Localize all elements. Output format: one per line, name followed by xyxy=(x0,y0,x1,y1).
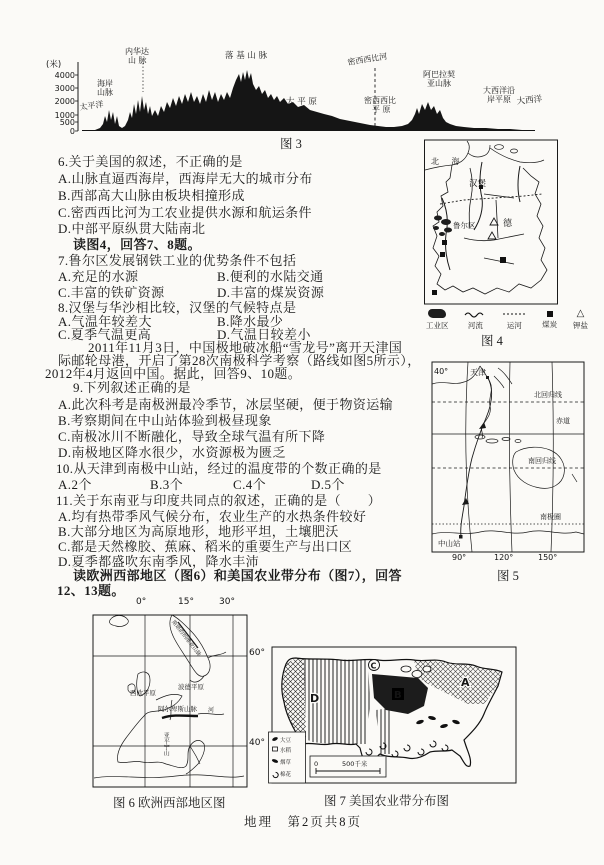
intro-9-10-line2: 际邮轮母港，开启了第28次南极科学考察（路线如图5所示）， xyxy=(58,353,421,368)
intro-9-10-line3: 2012年4月返回中国。据此，回答9、10题。 xyxy=(45,366,302,381)
terrain-profile-figure xyxy=(40,46,555,141)
lon-90-label: 90° xyxy=(452,553,467,562)
y-tick: 0 xyxy=(69,127,75,136)
q11-option-b: B.大部分地区为高原地形，地形平坦，土壤肥沃 xyxy=(58,524,339,539)
ruhr-label: 鲁尔区 xyxy=(453,221,476,230)
intro-9-10-line1: 2011年11月3日，中国极地破冰船“雪龙号”离开天津国 xyxy=(88,340,403,355)
q10-option-b: B.3个 xyxy=(150,477,184,492)
q6-option-b: B.西部高大山脉由板块相撞形成 xyxy=(58,188,245,203)
read-figure6-7-instruction-line2: 12、13题。 xyxy=(57,583,125,598)
map-frame xyxy=(93,615,247,787)
potash-symbols xyxy=(488,218,498,239)
q7-option-b: B.便利的水陆交通 xyxy=(217,269,324,284)
q10-stem: 10.从天津到南极中山站，经过的温度带的个数正确的是 xyxy=(56,461,382,476)
y-tick: 2000 xyxy=(54,97,75,106)
y-tick: 500 xyxy=(59,118,75,127)
q9-option-c: C.南极冰川不断融化，导致全球气温有所下降 xyxy=(58,429,326,444)
river-label: 河 xyxy=(208,707,215,714)
q10-option-d: D.5个 xyxy=(311,477,345,492)
graticule xyxy=(93,615,247,787)
figure7-caption: 图 7 美国农业带分布图 xyxy=(324,794,450,808)
q7-stem: 7.鲁尔区发展钢铁工业的优势条件不包括 xyxy=(58,253,297,268)
y-tick: 4000 xyxy=(54,71,75,80)
agricultural-regions xyxy=(282,658,502,754)
q7-option-c: C.丰富的铁矿资源 xyxy=(58,285,165,300)
q9-option-b: B.考察期间在中山站体验到极昼现象 xyxy=(58,413,272,428)
q8-option-d: D.气温日较差小 xyxy=(217,327,311,342)
page-footer: 地理 第2页共8页 xyxy=(244,815,363,829)
alps-ridge xyxy=(162,716,198,719)
coast-range-label: 海岸 xyxy=(97,79,113,88)
atlantic-plain-label: 大西洋沿 xyxy=(483,86,515,95)
q7-option-a: A.充足的水源 xyxy=(58,269,139,284)
canal-icon xyxy=(502,309,526,318)
q6-stem: 6.关于美国的叙述，不正确的是 xyxy=(58,154,243,169)
legend-potash xyxy=(573,309,588,331)
legend-label: 运河 xyxy=(506,321,522,330)
atlantic-plain-label: 岸平原 xyxy=(487,95,511,104)
hamburg-label: 汉堡 xyxy=(469,179,487,189)
y-unit: (米) xyxy=(46,60,62,70)
north-sea-label: 北 海 xyxy=(431,157,465,166)
legend-canal xyxy=(502,309,526,331)
lon-0-label: 0° xyxy=(136,597,147,607)
rockies-label: 落 基 山 脉 xyxy=(225,51,268,61)
lat-60-label: 60° xyxy=(249,648,265,658)
atlantic-label: 大西洋 xyxy=(516,94,543,107)
apennines-label: 亚平宁山 xyxy=(162,732,170,756)
belt-letter-d: D xyxy=(310,692,320,705)
germany-label: 德 xyxy=(503,219,513,229)
q11-option-d: D.夏季都盛吹东南季风，降水丰沛 xyxy=(58,554,260,569)
q11-stem: 11.关于东南亚与印度共同点的叙述，正确的是（ ） xyxy=(56,493,382,508)
q6-option-c: C.密西西比河为工农业提供水源和航运条件 xyxy=(58,205,312,220)
legend-tobacco: 烟草 xyxy=(280,760,292,766)
figure4-legend xyxy=(426,309,588,331)
voyage-route-map-figure xyxy=(424,356,600,582)
route-arrowheads xyxy=(459,376,489,539)
read-figure4-instruction: 读图4，回答7、8题。 xyxy=(73,237,201,252)
q8-stem: 8.汉堡与华沙相比较，汉堡的气候特点是 xyxy=(58,300,297,315)
belt-letter-a: A xyxy=(461,676,470,689)
legend-coal xyxy=(542,309,557,331)
tropic-of-capricorn-label: 南回归线 xyxy=(528,457,556,465)
q11-option-a: A.均有热带季风气候分布，农业生产的水热条件较好 xyxy=(58,509,367,524)
legend-label: 河流 xyxy=(467,321,483,330)
industrial-area-icon xyxy=(428,309,446,318)
q11-option-c: C.都是天然橡胶、蕉麻、稻米的重要生产与出口区 xyxy=(58,539,353,554)
lon-150-label: 150° xyxy=(538,553,558,562)
q7-option-d: D.丰富的煤炭资源 xyxy=(217,285,325,300)
q9-stem: 9.下列叙述正确的是 xyxy=(73,380,191,395)
tianjin-label: 天津 xyxy=(470,368,486,377)
sierra-label: 内华达 xyxy=(125,47,149,56)
tropic-of-cancer-label: 北回归线 xyxy=(534,391,562,399)
belt-letter-c: C xyxy=(370,661,377,671)
antarctic-circle-label: 南极圈 xyxy=(540,513,561,521)
read-figure6-7-instruction: 读欧洲西部地区（图6）和美国农业带分布（图7），回答 xyxy=(73,568,402,583)
figure6-caption: 图 6 欧洲西部地区图 xyxy=(113,796,226,810)
alps-label: 阿尔卑斯山脉 xyxy=(158,705,197,713)
polde-plain-label: 波德平原 xyxy=(178,683,204,691)
legend-cotton: 棉花 xyxy=(280,772,292,778)
q10-option-a: A.2个 xyxy=(58,477,92,492)
zhongshan-station-label: 中山站 xyxy=(438,539,461,548)
coastlines xyxy=(94,615,244,778)
q8-option-b: B.降水最少 xyxy=(217,314,284,329)
mississippi-river-label: 密西西比河 xyxy=(346,51,388,67)
figure5-caption: 图 5 xyxy=(497,569,519,583)
lon-120-label: 120° xyxy=(494,553,514,562)
lon-15-label: 15° xyxy=(178,597,194,607)
equator-label: 赤道 xyxy=(556,417,570,425)
q10-option-c: C.4个 xyxy=(233,477,267,492)
q9-option-d: D.南极地区降水很少，水资源极为匮乏 xyxy=(58,445,286,460)
q9-option-a: A.此次科考是南极洲最冷季节，冰层坚硬，便于物资运输 xyxy=(58,397,394,412)
us-agriculture-map-figure xyxy=(268,644,524,804)
legend-river xyxy=(464,309,486,331)
legend-label: 钾盐 xyxy=(573,321,588,330)
lat-40-label: 40° xyxy=(434,367,449,376)
belt-letter-b: B xyxy=(394,690,402,701)
mississippi-plain-label: 密西西比 xyxy=(364,96,396,105)
scale-zero: 0 xyxy=(314,760,319,768)
q6-option-d: D.中部平原纵贯大陆南北 xyxy=(58,221,206,236)
river-icon xyxy=(464,309,486,318)
q6-option-a: A.山脉直逼西海岸，西海岸无大的城市分布 xyxy=(58,171,313,186)
q8-option-c: C.夏季气温更高 xyxy=(58,327,152,342)
legend-label: 煤炭 xyxy=(542,320,558,329)
legend-rice: 水稻 xyxy=(280,748,292,754)
canal-line xyxy=(440,194,542,204)
pacific-label: 太平洋 xyxy=(79,99,105,112)
figure4-caption: 图 4 xyxy=(481,334,503,348)
y-tick: 1000 xyxy=(54,111,75,120)
coast-range-label: 山脉 xyxy=(97,88,113,97)
appalachian-label: 阿巴拉契 xyxy=(423,70,455,79)
great-plains-label: 大 平 原 xyxy=(286,97,317,107)
legend-label: 工业区 xyxy=(426,321,449,330)
coal-icon xyxy=(547,311,553,317)
scale-label: 500千米 xyxy=(342,760,368,768)
western-europe-map-figure xyxy=(86,596,268,812)
legend-soybean: 大豆 xyxy=(280,738,292,744)
mississippi-plain-label: 平 原 xyxy=(372,105,391,114)
legend-industrial xyxy=(426,309,449,331)
tobacco-marks xyxy=(416,715,461,729)
q8-option-a: A.气温年较差大 xyxy=(58,314,152,329)
lon-30-label: 30° xyxy=(219,597,235,607)
y-tick: 3000 xyxy=(54,84,75,93)
potash-icon: △ xyxy=(576,308,585,319)
sierra-label: 山 脉 xyxy=(128,56,147,65)
scandinavian-mountains-label: 斯堪的纳维亚山脉 xyxy=(170,619,202,658)
appalachian-label: 亚山脉 xyxy=(427,79,451,88)
west-european-plain-label: 西欧平原 xyxy=(130,689,156,697)
lat-40-label: 40° xyxy=(249,738,265,748)
figure3-caption: 图 3 xyxy=(280,137,302,151)
